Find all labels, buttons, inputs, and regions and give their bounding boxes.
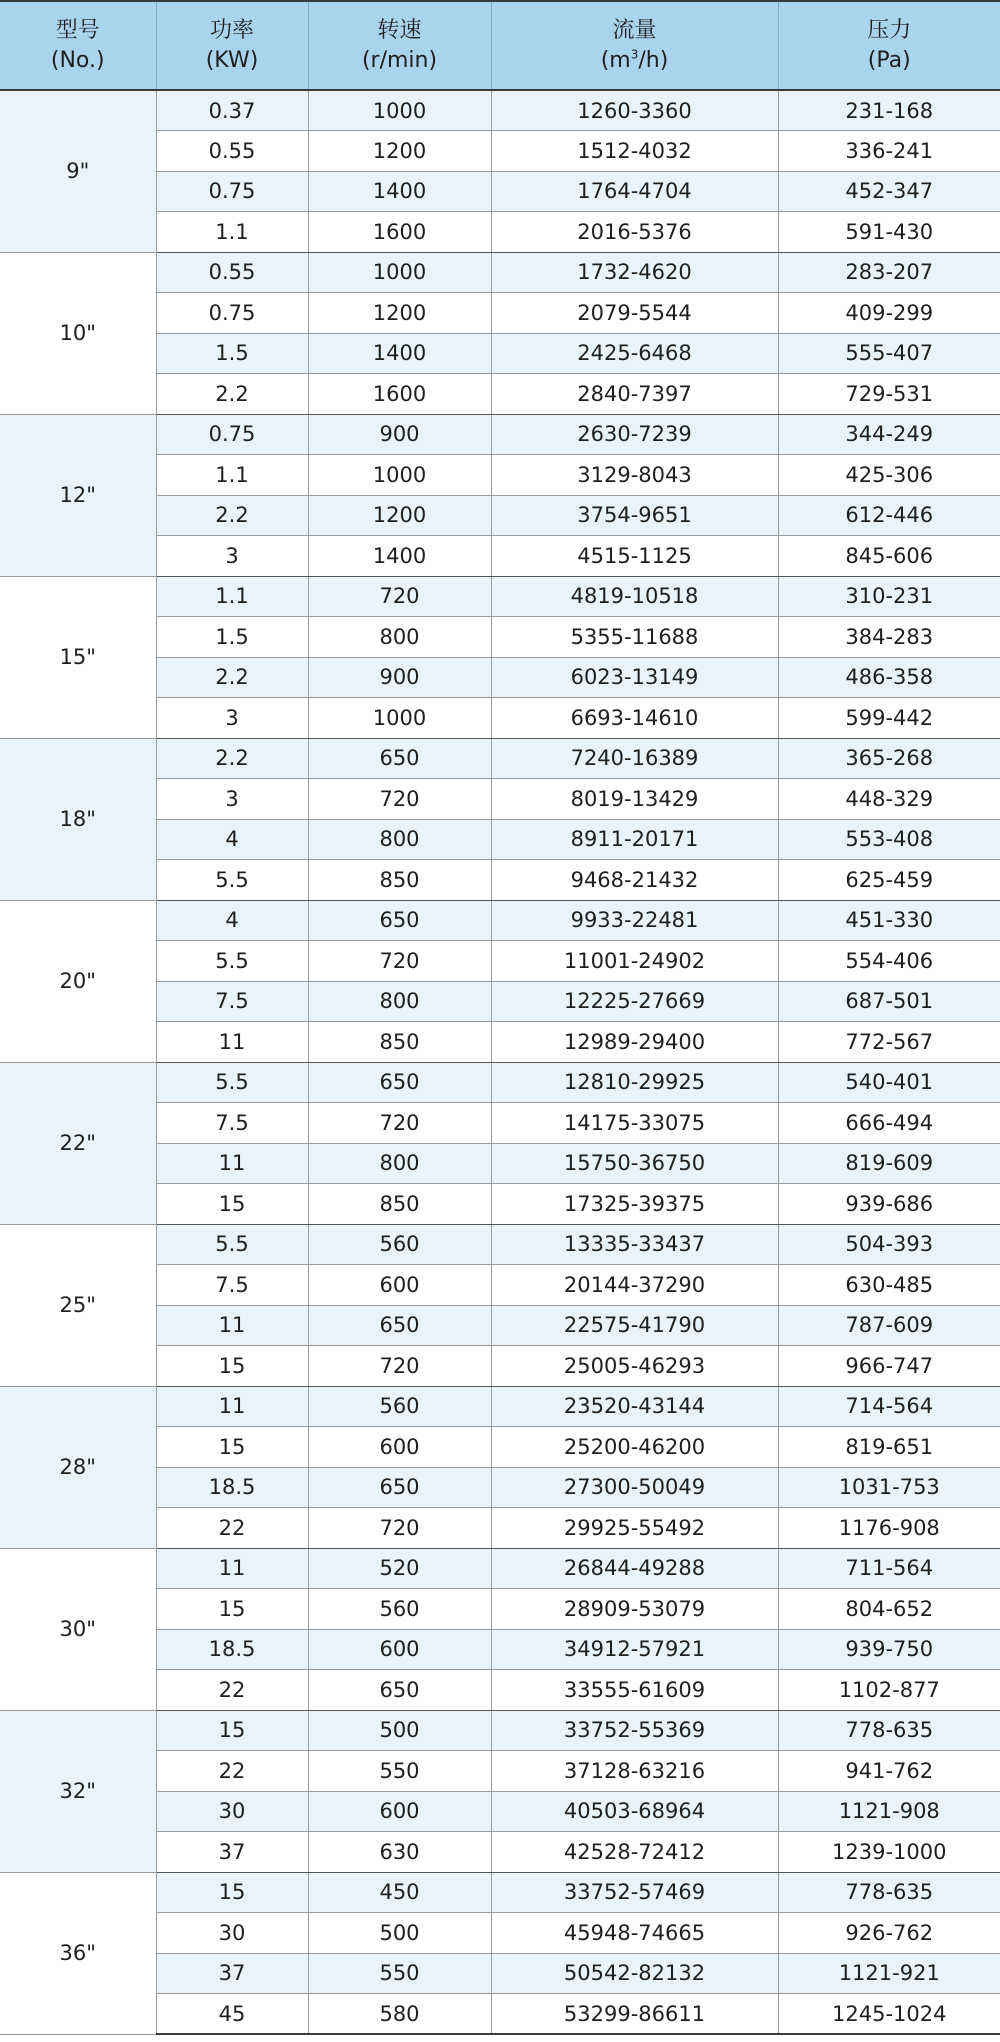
flow-cell: 1512-4032 bbox=[491, 131, 778, 172]
header-flow-unit-post: /h) bbox=[638, 47, 669, 73]
table-row bbox=[0, 900, 1000, 941]
power-cell: 7.5 bbox=[156, 981, 308, 1022]
header-speed-label: 转速 bbox=[377, 17, 422, 43]
speed-cell: 600 bbox=[308, 1427, 491, 1468]
flow-cell: 5355-11688 bbox=[491, 617, 778, 658]
power-cell: 0.55 bbox=[156, 131, 308, 172]
header-flow-unit bbox=[492, 46, 778, 76]
flow-cell: 6693-14610 bbox=[491, 698, 778, 739]
power-cell: 11 bbox=[156, 1386, 308, 1427]
flow-cell: 26844-49288 bbox=[491, 1548, 778, 1589]
speed-cell: 500 bbox=[308, 1913, 491, 1954]
speed-cell: 1200 bbox=[308, 293, 491, 334]
flow-cell: 33752-57469 bbox=[491, 1872, 778, 1913]
power-cell: 0.75 bbox=[156, 171, 308, 212]
speed-cell: 520 bbox=[308, 1548, 491, 1589]
flow-cell: 2630-7239 bbox=[491, 414, 778, 455]
speed-cell: 850 bbox=[308, 860, 491, 901]
power-cell: 15 bbox=[156, 1872, 308, 1913]
flow-cell: 12989-29400 bbox=[491, 1022, 778, 1063]
pressure-cell: 599-442 bbox=[778, 698, 1000, 739]
model-cell: 25" bbox=[0, 1224, 156, 1386]
speed-cell: 1000 bbox=[308, 698, 491, 739]
model-cell: 15" bbox=[0, 576, 156, 738]
flow-cell: 4819-10518 bbox=[491, 576, 778, 617]
model-cell: 32" bbox=[0, 1710, 156, 1872]
pressure-cell: 1031-753 bbox=[778, 1467, 1000, 1508]
speed-cell: 720 bbox=[308, 779, 491, 820]
flow-cell: 11001-24902 bbox=[491, 941, 778, 982]
power-cell: 22 bbox=[156, 1670, 308, 1711]
header-flow-unit-pre: (m bbox=[600, 47, 631, 73]
header-flow-unit-sup: 3 bbox=[630, 47, 639, 62]
speed-cell: 600 bbox=[308, 1629, 491, 1670]
pressure-cell: 939-750 bbox=[778, 1629, 1000, 1670]
power-cell: 2.2 bbox=[156, 738, 308, 779]
power-cell: 15 bbox=[156, 1710, 308, 1751]
table-row bbox=[0, 414, 1000, 455]
power-cell: 3 bbox=[156, 536, 308, 577]
flow-cell: 8911-20171 bbox=[491, 819, 778, 860]
power-cell: 30 bbox=[156, 1913, 308, 1954]
pressure-cell: 1239-1000 bbox=[778, 1832, 1000, 1873]
flow-cell: 8019-13429 bbox=[491, 779, 778, 820]
power-cell: 5.5 bbox=[156, 1062, 308, 1103]
pressure-cell: 1176-908 bbox=[778, 1508, 1000, 1549]
speed-cell: 720 bbox=[308, 576, 491, 617]
power-cell: 1.1 bbox=[156, 212, 308, 253]
flow-cell: 2425-6468 bbox=[491, 333, 778, 374]
speed-cell: 630 bbox=[308, 1832, 491, 1873]
flow-cell: 4515-1125 bbox=[491, 536, 778, 577]
header-power-unit: (KW) bbox=[205, 47, 259, 73]
pressure-cell: 310-231 bbox=[778, 576, 1000, 617]
pressure-cell: 336-241 bbox=[778, 131, 1000, 172]
flow-cell: 34912-57921 bbox=[491, 1629, 778, 1670]
flow-cell: 22575-41790 bbox=[491, 1305, 778, 1346]
power-cell: 15 bbox=[156, 1184, 308, 1225]
flow-cell: 7240-16389 bbox=[491, 738, 778, 779]
flow-cell: 53299-86611 bbox=[491, 1994, 778, 2035]
flow-cell: 33752-55369 bbox=[491, 1710, 778, 1751]
speed-cell: 500 bbox=[308, 1710, 491, 1751]
speed-cell: 900 bbox=[308, 414, 491, 455]
pressure-cell: 804-652 bbox=[778, 1589, 1000, 1630]
speed-cell: 550 bbox=[308, 1751, 491, 1792]
speed-cell: 1400 bbox=[308, 536, 491, 577]
speed-cell: 650 bbox=[308, 738, 491, 779]
power-cell: 22 bbox=[156, 1508, 308, 1549]
flow-cell: 9933-22481 bbox=[491, 900, 778, 941]
flow-cell: 1260-3360 bbox=[491, 90, 778, 131]
header-pressure bbox=[778, 1, 1000, 90]
power-cell: 3 bbox=[156, 698, 308, 739]
speed-cell: 650 bbox=[308, 900, 491, 941]
speed-cell: 720 bbox=[308, 1346, 491, 1387]
header-model bbox=[0, 1, 156, 90]
speed-cell: 560 bbox=[308, 1589, 491, 1630]
pressure-cell: 486-358 bbox=[778, 657, 1000, 698]
pressure-cell: 845-606 bbox=[778, 536, 1000, 577]
header-pressure-unit: (Pa) bbox=[867, 47, 911, 73]
flow-cell: 2016-5376 bbox=[491, 212, 778, 253]
pressure-cell: 555-407 bbox=[778, 333, 1000, 374]
power-cell: 37 bbox=[156, 1953, 308, 1994]
model-cell: 20" bbox=[0, 900, 156, 1062]
power-cell: 11 bbox=[156, 1548, 308, 1589]
speed-cell: 1200 bbox=[308, 495, 491, 536]
flow-cell: 6023-13149 bbox=[491, 657, 778, 698]
header-power bbox=[156, 1, 308, 90]
table-row bbox=[0, 738, 1000, 779]
header-model-label: 型号 bbox=[55, 17, 100, 43]
pressure-cell: 625-459 bbox=[778, 860, 1000, 901]
flow-cell: 15750-36750 bbox=[491, 1143, 778, 1184]
power-cell: 22 bbox=[156, 1751, 308, 1792]
power-cell: 7.5 bbox=[156, 1265, 308, 1306]
flow-cell: 42528-72412 bbox=[491, 1832, 778, 1873]
flow-cell: 29925-55492 bbox=[491, 1508, 778, 1549]
speed-cell: 800 bbox=[308, 1143, 491, 1184]
flow-cell: 9468-21432 bbox=[491, 860, 778, 901]
table-row bbox=[0, 90, 1000, 131]
speed-cell: 600 bbox=[308, 1791, 491, 1832]
power-cell: 4 bbox=[156, 900, 308, 941]
table-row bbox=[0, 1224, 1000, 1265]
pressure-cell: 819-651 bbox=[778, 1427, 1000, 1468]
speed-cell: 850 bbox=[308, 1184, 491, 1225]
flow-cell: 45948-74665 bbox=[491, 1913, 778, 1954]
power-cell: 15 bbox=[156, 1427, 308, 1468]
speed-cell: 650 bbox=[308, 1670, 491, 1711]
flow-cell: 14175-33075 bbox=[491, 1103, 778, 1144]
model-cell: 12" bbox=[0, 414, 156, 576]
pressure-cell: 553-408 bbox=[778, 819, 1000, 860]
pressure-cell: 504-393 bbox=[778, 1224, 1000, 1265]
power-cell: 11 bbox=[156, 1143, 308, 1184]
speed-cell: 900 bbox=[308, 657, 491, 698]
power-cell: 15 bbox=[156, 1589, 308, 1630]
pressure-cell: 787-609 bbox=[778, 1305, 1000, 1346]
power-cell: 0.55 bbox=[156, 252, 308, 293]
speed-cell: 450 bbox=[308, 1872, 491, 1913]
pressure-cell: 1245-1024 bbox=[778, 1994, 1000, 2035]
pressure-cell: 966-747 bbox=[778, 1346, 1000, 1387]
model-cell: 36" bbox=[0, 1872, 156, 2034]
model-cell: 18" bbox=[0, 738, 156, 900]
pressure-cell: 926-762 bbox=[778, 1913, 1000, 1954]
power-cell: 0.75 bbox=[156, 293, 308, 334]
pressure-cell: 540-401 bbox=[778, 1062, 1000, 1103]
header-row bbox=[0, 1, 1000, 90]
flow-cell: 28909-53079 bbox=[491, 1589, 778, 1630]
speed-cell: 1600 bbox=[308, 374, 491, 415]
table-row bbox=[0, 1062, 1000, 1103]
pressure-cell: 612-446 bbox=[778, 495, 1000, 536]
pressure-cell: 939-686 bbox=[778, 1184, 1000, 1225]
pressure-cell: 554-406 bbox=[778, 941, 1000, 982]
power-cell: 1.1 bbox=[156, 576, 308, 617]
speed-cell: 1600 bbox=[308, 212, 491, 253]
header-pressure-label: 压力 bbox=[867, 17, 912, 43]
pressure-cell: 778-635 bbox=[778, 1872, 1000, 1913]
pressure-cell: 941-762 bbox=[778, 1751, 1000, 1792]
pressure-cell: 819-609 bbox=[778, 1143, 1000, 1184]
power-cell: 5.5 bbox=[156, 941, 308, 982]
pressure-cell: 711-564 bbox=[778, 1548, 1000, 1589]
model-cell: 30" bbox=[0, 1548, 156, 1710]
speed-cell: 580 bbox=[308, 1994, 491, 2035]
speed-cell: 600 bbox=[308, 1265, 491, 1306]
flow-cell: 25005-46293 bbox=[491, 1346, 778, 1387]
pressure-cell: 365-268 bbox=[778, 738, 1000, 779]
pressure-cell: 425-306 bbox=[778, 455, 1000, 496]
speed-cell: 720 bbox=[308, 941, 491, 982]
power-cell: 5.5 bbox=[156, 1224, 308, 1265]
model-cell: 22" bbox=[0, 1062, 156, 1224]
speed-cell: 560 bbox=[308, 1386, 491, 1427]
power-cell: 11 bbox=[156, 1305, 308, 1346]
speed-cell: 1400 bbox=[308, 171, 491, 212]
pressure-cell: 778-635 bbox=[778, 1710, 1000, 1751]
flow-cell: 27300-50049 bbox=[491, 1467, 778, 1508]
power-cell: 1.5 bbox=[156, 617, 308, 658]
power-cell: 0.37 bbox=[156, 90, 308, 131]
flow-cell: 25200-46200 bbox=[491, 1427, 778, 1468]
speed-cell: 1200 bbox=[308, 131, 491, 172]
table-row bbox=[0, 576, 1000, 617]
power-cell: 18.5 bbox=[156, 1629, 308, 1670]
table-header bbox=[0, 1, 1000, 90]
pressure-cell: 1121-921 bbox=[778, 1953, 1000, 1994]
speed-cell: 1000 bbox=[308, 252, 491, 293]
pressure-cell: 451-330 bbox=[778, 900, 1000, 941]
header-power-label: 功率 bbox=[209, 17, 254, 43]
power-cell: 2.2 bbox=[156, 374, 308, 415]
power-cell: 4 bbox=[156, 819, 308, 860]
pressure-cell: 344-249 bbox=[778, 414, 1000, 455]
speed-cell: 560 bbox=[308, 1224, 491, 1265]
speed-cell: 800 bbox=[308, 617, 491, 658]
power-cell: 2.2 bbox=[156, 495, 308, 536]
flow-cell: 2840-7397 bbox=[491, 374, 778, 415]
pressure-cell: 231-168 bbox=[778, 90, 1000, 131]
power-cell: 30 bbox=[156, 1791, 308, 1832]
header-model-unit: (No.) bbox=[50, 47, 105, 73]
table-body bbox=[0, 90, 1000, 2034]
header-speed bbox=[308, 1, 491, 90]
power-cell: 5.5 bbox=[156, 860, 308, 901]
model-cell: 28" bbox=[0, 1386, 156, 1548]
speed-cell: 650 bbox=[308, 1305, 491, 1346]
flow-cell: 3754-9651 bbox=[491, 495, 778, 536]
table-row bbox=[0, 1386, 1000, 1427]
pressure-cell: 772-567 bbox=[778, 1022, 1000, 1063]
pressure-cell: 591-430 bbox=[778, 212, 1000, 253]
pressure-cell: 729-531 bbox=[778, 374, 1000, 415]
power-cell: 11 bbox=[156, 1022, 308, 1063]
flow-cell: 1764-4704 bbox=[491, 171, 778, 212]
power-cell: 0.75 bbox=[156, 414, 308, 455]
speed-cell: 850 bbox=[308, 1022, 491, 1063]
pressure-cell: 409-299 bbox=[778, 293, 1000, 334]
power-cell: 1.5 bbox=[156, 333, 308, 374]
speed-cell: 800 bbox=[308, 981, 491, 1022]
pressure-cell: 384-283 bbox=[778, 617, 1000, 658]
power-cell: 1.1 bbox=[156, 455, 308, 496]
power-cell: 3 bbox=[156, 779, 308, 820]
flow-cell: 23520-43144 bbox=[491, 1386, 778, 1427]
model-cell: 10" bbox=[0, 252, 156, 414]
pressure-cell: 1102-877 bbox=[778, 1670, 1000, 1711]
speed-cell: 650 bbox=[308, 1467, 491, 1508]
pressure-cell: 448-329 bbox=[778, 779, 1000, 820]
flow-cell: 40503-68964 bbox=[491, 1791, 778, 1832]
pressure-cell: 452-347 bbox=[778, 171, 1000, 212]
table-row bbox=[0, 1710, 1000, 1751]
table-row bbox=[0, 252, 1000, 293]
flow-cell: 50542-82132 bbox=[491, 1953, 778, 1994]
speed-cell: 1000 bbox=[308, 455, 491, 496]
flow-cell: 3129-8043 bbox=[491, 455, 778, 496]
pressure-cell: 1121-908 bbox=[778, 1791, 1000, 1832]
speed-cell: 1000 bbox=[308, 90, 491, 131]
flow-cell: 12225-27669 bbox=[491, 981, 778, 1022]
header-speed-unit: (r/min) bbox=[361, 47, 438, 73]
table-row bbox=[0, 1548, 1000, 1589]
header-flow-label: 流量 bbox=[612, 17, 657, 43]
speed-cell: 800 bbox=[308, 819, 491, 860]
power-cell: 7.5 bbox=[156, 1103, 308, 1144]
speed-cell: 720 bbox=[308, 1508, 491, 1549]
pressure-cell: 283-207 bbox=[778, 252, 1000, 293]
pressure-cell: 714-564 bbox=[778, 1386, 1000, 1427]
header-flow bbox=[491, 1, 778, 90]
flow-cell: 2079-5544 bbox=[491, 293, 778, 334]
model-cell: 9" bbox=[0, 90, 156, 252]
flow-cell: 33555-61609 bbox=[491, 1670, 778, 1711]
speed-cell: 1400 bbox=[308, 333, 491, 374]
flow-cell: 13335-33437 bbox=[491, 1224, 778, 1265]
flow-cell: 37128-63216 bbox=[491, 1751, 778, 1792]
flow-cell: 12810-29925 bbox=[491, 1062, 778, 1103]
speed-cell: 550 bbox=[308, 1953, 491, 1994]
power-cell: 45 bbox=[156, 1994, 308, 2035]
power-cell: 37 bbox=[156, 1832, 308, 1873]
speed-cell: 720 bbox=[308, 1103, 491, 1144]
speed-cell: 650 bbox=[308, 1062, 491, 1103]
flow-cell: 17325-39375 bbox=[491, 1184, 778, 1225]
power-cell: 15 bbox=[156, 1346, 308, 1387]
power-cell: 18.5 bbox=[156, 1467, 308, 1508]
pressure-cell: 666-494 bbox=[778, 1103, 1000, 1144]
pressure-cell: 630-485 bbox=[778, 1265, 1000, 1306]
flow-cell: 1732-4620 bbox=[491, 252, 778, 293]
pressure-cell: 687-501 bbox=[778, 981, 1000, 1022]
flow-cell: 20144-37290 bbox=[491, 1265, 778, 1306]
table-row bbox=[0, 1872, 1000, 1913]
power-cell: 2.2 bbox=[156, 657, 308, 698]
